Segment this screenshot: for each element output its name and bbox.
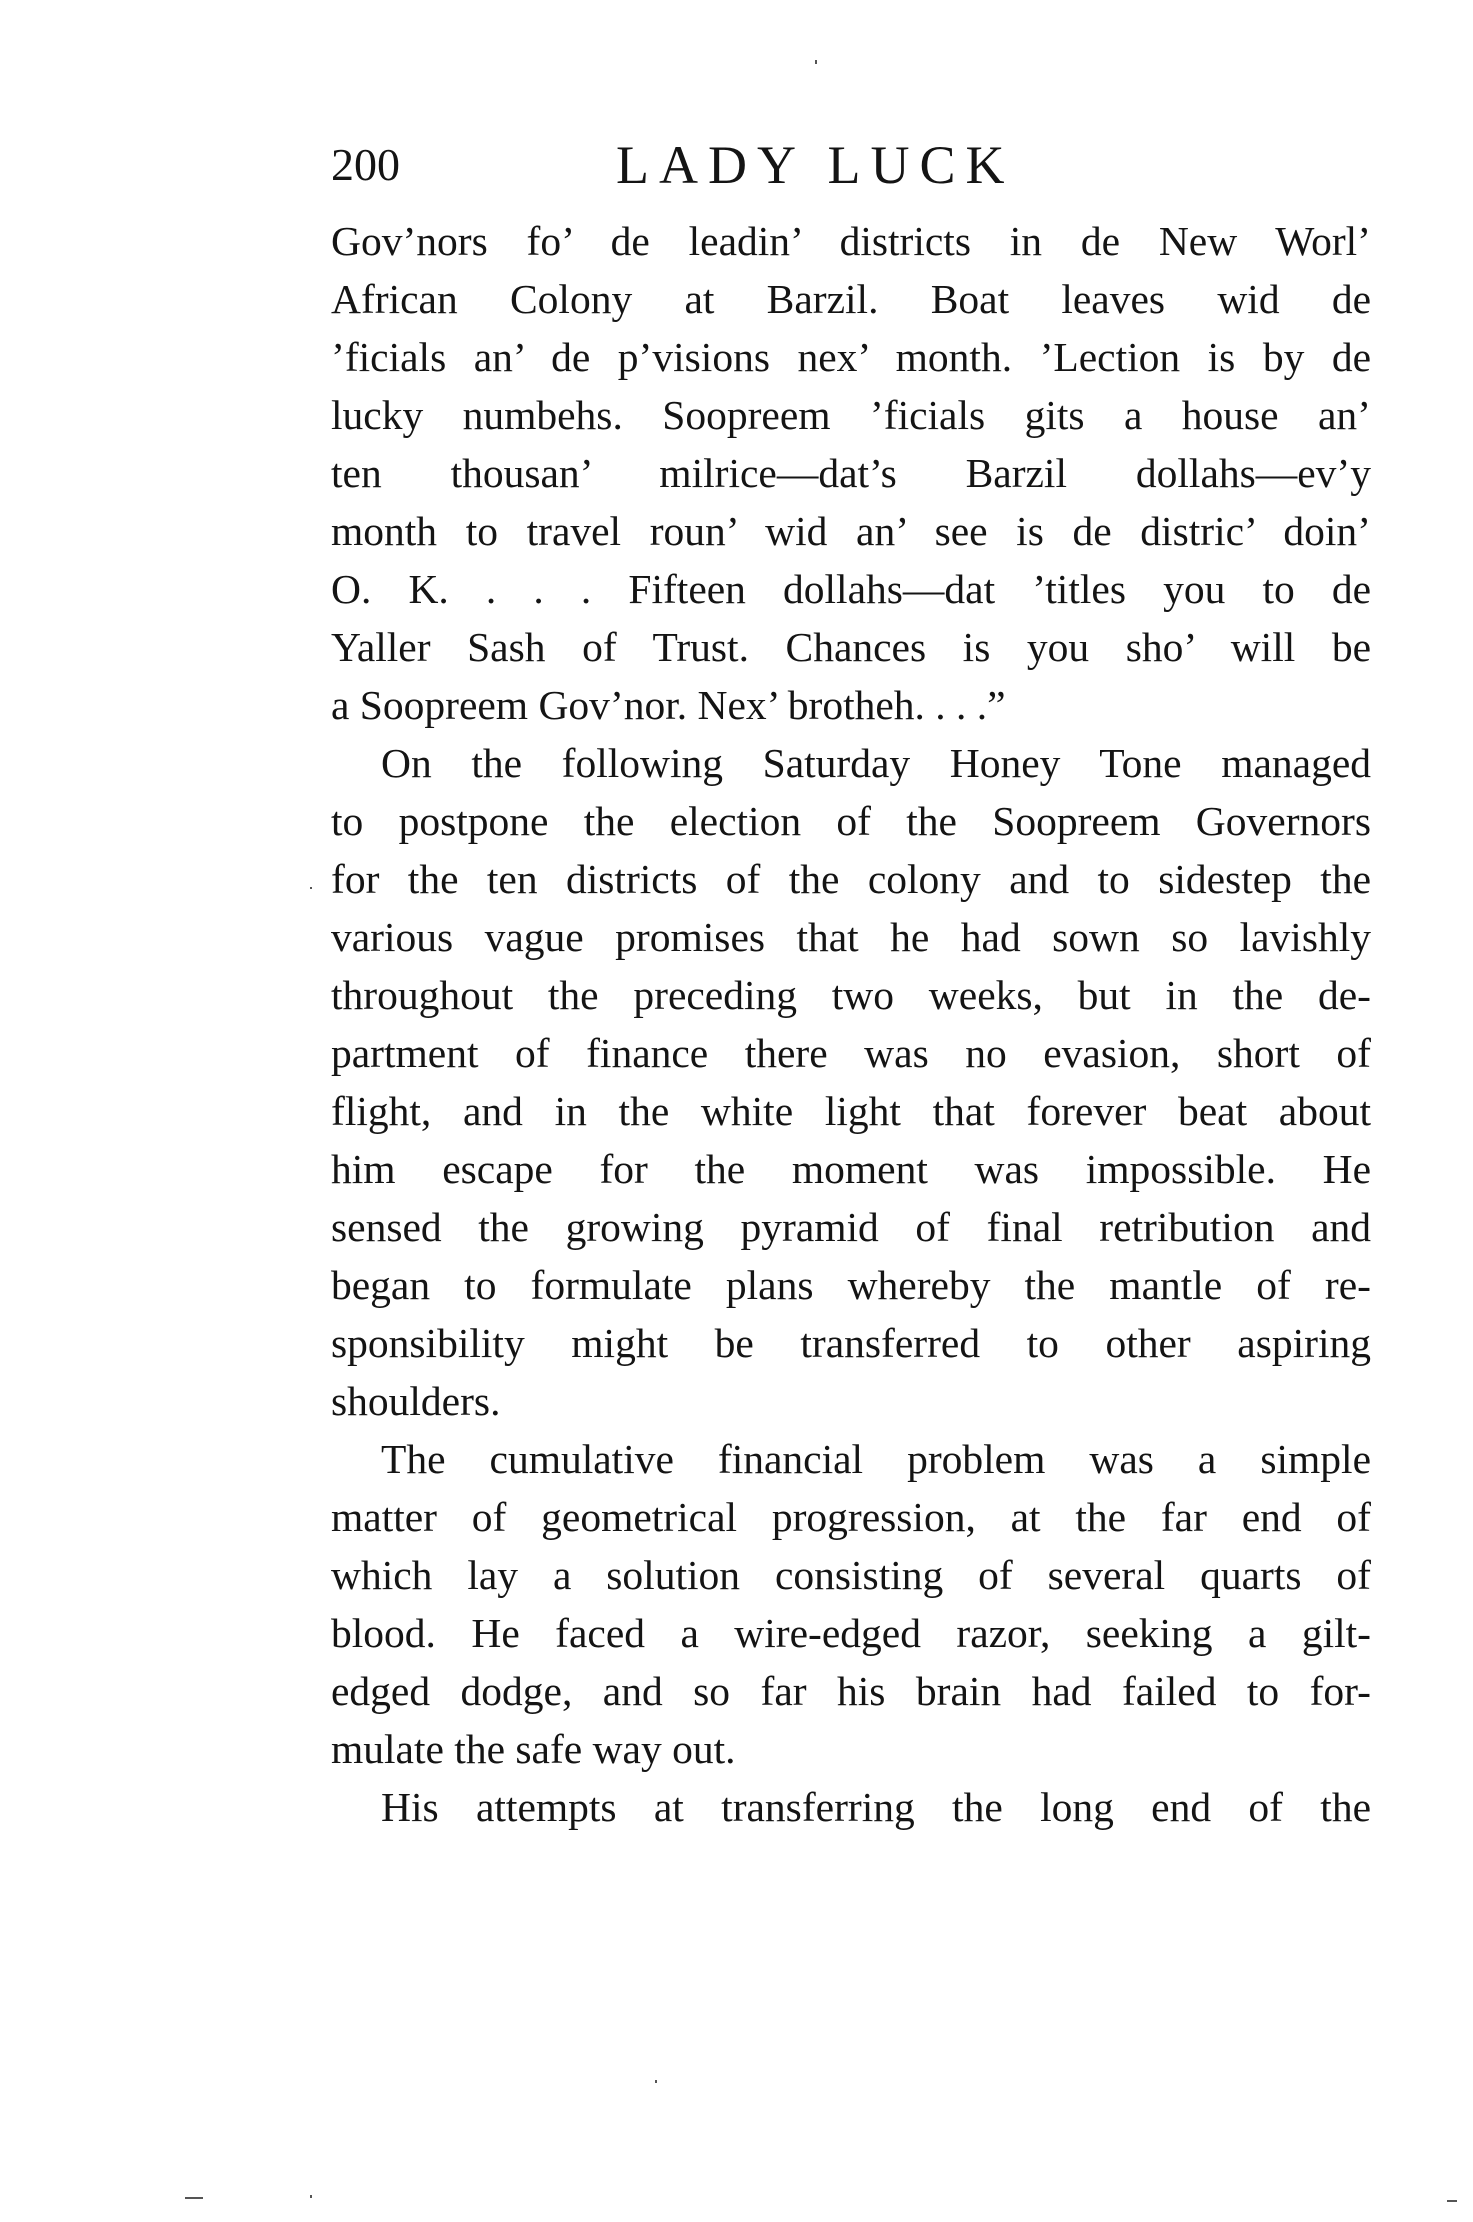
paragraph-first-line: His attempts at transferring the long end of the [381, 1784, 1371, 1830]
page-header [331, 130, 1371, 200]
text-line: sponsibility might be transferred to other aspiring [331, 1320, 1371, 1366]
text-line: him escape for the moment was impossible. He [331, 1146, 1371, 1192]
paragraph-first-line: On the following Saturday Honey Tone managed [381, 740, 1371, 786]
page-number: 200 [331, 139, 400, 190]
text-line: sensed the growing pyramid of final retribution and [331, 1204, 1371, 1250]
text-line: matter of geometrical progression, at the far end of [331, 1494, 1371, 1540]
text-line: Yaller Sash of Trust. Chances is you sho’ will be [331, 624, 1371, 670]
text-line: partment of finance there was no evasion, short of [331, 1030, 1371, 1076]
body-text [331, 212, 1371, 1836]
text-line: month to travel roun’ wid an’ see is de distric’ doin’ [331, 508, 1371, 554]
text-line: African Colony at Barzil. Boat leaves wid de [331, 276, 1371, 322]
scan-speck [815, 60, 817, 64]
text-line: Gov’nors fo’ de leadin’ districts in de New Worl’ [331, 218, 1371, 264]
text-line: shoulders. [331, 1378, 501, 1424]
text-line: lucky numbehs. Soopreem ’ficials gits a house an’ [331, 392, 1371, 438]
text-line: for the ten districts of the colony and to sidestep the [331, 856, 1371, 902]
scan-speck [185, 2197, 203, 2199]
paragraph-first-line: The cumulative financial problem was a simple [381, 1436, 1371, 1482]
text-line: flight, and in the white light that forever beat about [331, 1088, 1371, 1134]
text-line: a Soopreem Gov’nor. Nex’ brotheh. . . .” [331, 682, 1006, 728]
text-line: throughout the preceding two weeks, but in the de- [331, 972, 1371, 1018]
scan-speck [655, 2080, 657, 2083]
running-title: LADY LUCK [616, 135, 1015, 195]
scan-speck [1447, 2200, 1457, 2202]
text-line: ’ficials an’ de p’visions nex’ month. ’Lection is by de [331, 334, 1371, 380]
text-line: various vague promises that he had sown so lavishly [331, 914, 1371, 960]
text-line: mulate the safe way out. [331, 1726, 736, 1772]
text-line: blood. He faced a wire-edged razor, seeking a gilt- [331, 1610, 1371, 1656]
text-line: to postpone the election of the Soopreem Governors [331, 798, 1371, 844]
text-line: O. K. . . . Fifteen dollahs—dat ’titles you to de [331, 566, 1371, 612]
text-line: ten thousan’ milrice—dat’s Barzil dollahs—ev’y [331, 450, 1371, 496]
scan-speck [310, 2195, 312, 2198]
text-line: edged dodge, and so far his brain had failed to for- [331, 1668, 1371, 1714]
scan-speck [310, 887, 312, 889]
text-line: began to formulate plans whereby the mantle of re- [331, 1262, 1371, 1308]
text-line: which lay a solution consisting of several quarts of [331, 1552, 1371, 1598]
